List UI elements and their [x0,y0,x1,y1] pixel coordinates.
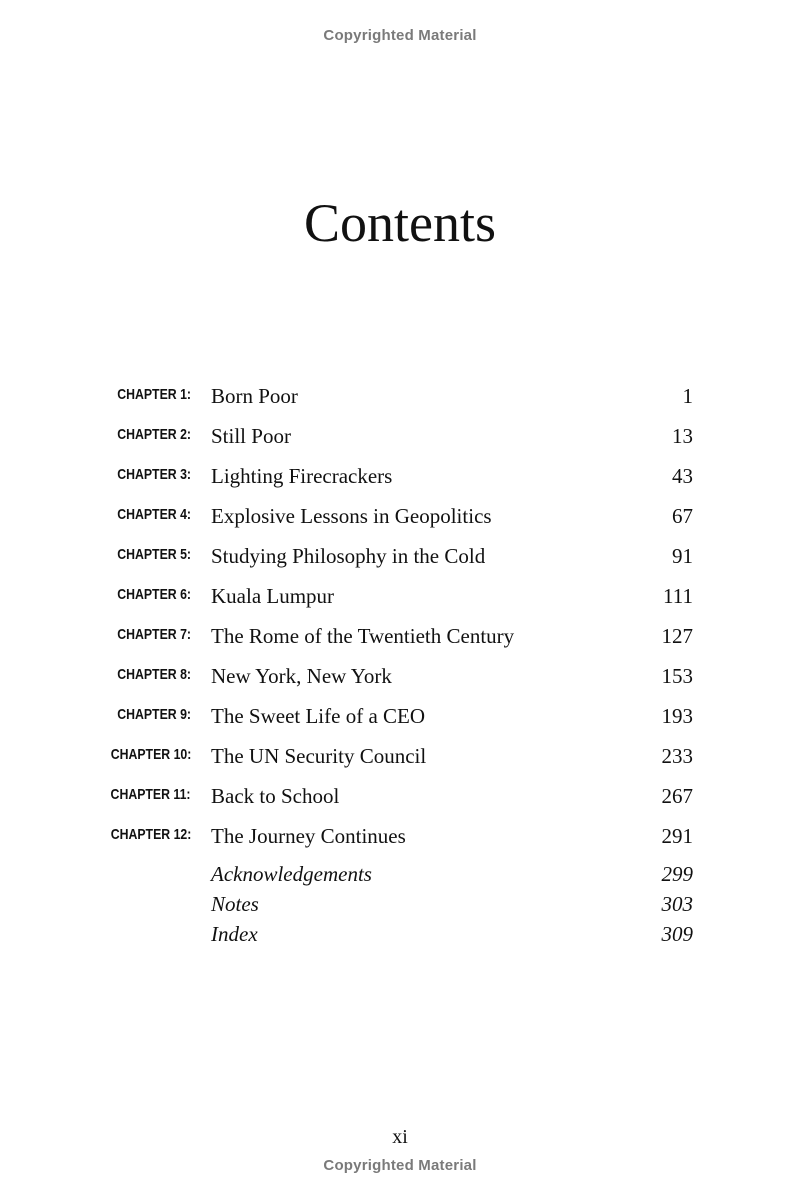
chapter-title: The Sweet Life of a CEO [211,704,426,728]
toc-row-chapter-4 [0,500,800,540]
chapter-title: The Journey Continues [211,824,406,848]
chapter-label: CHAPTER 3: [117,466,191,483]
chapter-page-number: 67 [672,504,693,528]
toc-row-chapter-6 [0,580,800,620]
chapter-title: Explosive Lessons in Geopolitics [211,504,492,528]
watermark-bottom: Copyrighted Material [323,1157,477,1174]
chapter-label: CHAPTER 12: [110,826,191,843]
back-matter-title: Acknowledgements [211,862,372,886]
chapter-page-number: 13 [672,424,693,448]
watermark-top: Copyrighted Material [323,27,477,44]
chapter-label: CHAPTER 7: [117,626,191,643]
back-matter-title: Index [211,922,258,946]
page-title: Contents [303,193,496,253]
toc-row-chapter-8 [0,660,800,700]
chapter-page-number: 111 [663,584,693,608]
chapter-label: CHAPTER 11: [111,786,191,803]
chapter-page-number: 153 [661,664,693,688]
chapter-title: Still Poor [211,424,291,448]
chapter-page-number: 267 [661,784,693,808]
chapter-page-number: 193 [661,704,693,728]
chapter-label: CHAPTER 1: [117,386,191,403]
back-matter-list [0,861,800,951]
chapter-title: Born Poor [211,384,298,408]
chapter-title: The UN Security Council [211,744,427,768]
chapter-page-number: 1 [682,384,693,408]
chapter-page-number: 291 [661,824,693,848]
back-matter-page-number: 299 [661,862,693,886]
chapter-label: CHAPTER 8: [117,666,191,683]
chapter-title: Lighting Firecrackers [211,464,393,488]
toc-row-chapter-12 [0,820,800,860]
toc-row-chapter-7 [0,620,800,660]
toc-row-chapter-5 [0,540,800,580]
page-folio: xi [392,1126,408,1148]
toc-row-chapter-9 [0,700,800,740]
chapter-label: CHAPTER 2: [117,426,191,443]
back-matter-page-number: 309 [661,922,693,946]
table-of-contents [0,380,800,860]
chapter-page-number: 233 [661,744,693,768]
chapter-label: CHAPTER 10: [110,746,191,763]
toc-row-notes [0,891,800,921]
chapter-title: The Rome of the Twentieth Century [211,624,515,648]
chapter-page-number: 127 [661,624,693,648]
back-matter-title: Notes [211,892,259,916]
chapter-title: Studying Philosophy in the Cold [211,544,486,568]
chapter-label: CHAPTER 5: [117,546,191,563]
back-matter-page-number: 303 [661,892,693,916]
chapter-title: Back to School [211,784,340,808]
toc-row-chapter-2 [0,420,800,460]
toc-row-acknowledgements [0,861,800,891]
chapter-label: CHAPTER 9: [117,706,191,723]
chapter-page-number: 43 [672,464,693,488]
toc-row-chapter-10 [0,740,800,780]
chapter-label: CHAPTER 4: [117,506,191,523]
toc-row-chapter-3 [0,460,800,500]
chapter-page-number: 91 [672,544,693,568]
chapter-title: Kuala Lumpur [211,584,335,608]
toc-row-chapter-11 [0,780,800,820]
toc-row-chapter-1 [0,380,800,420]
chapter-label: CHAPTER 6: [117,586,191,603]
chapter-title: New York, New York [211,664,392,688]
toc-row-index [0,921,800,951]
